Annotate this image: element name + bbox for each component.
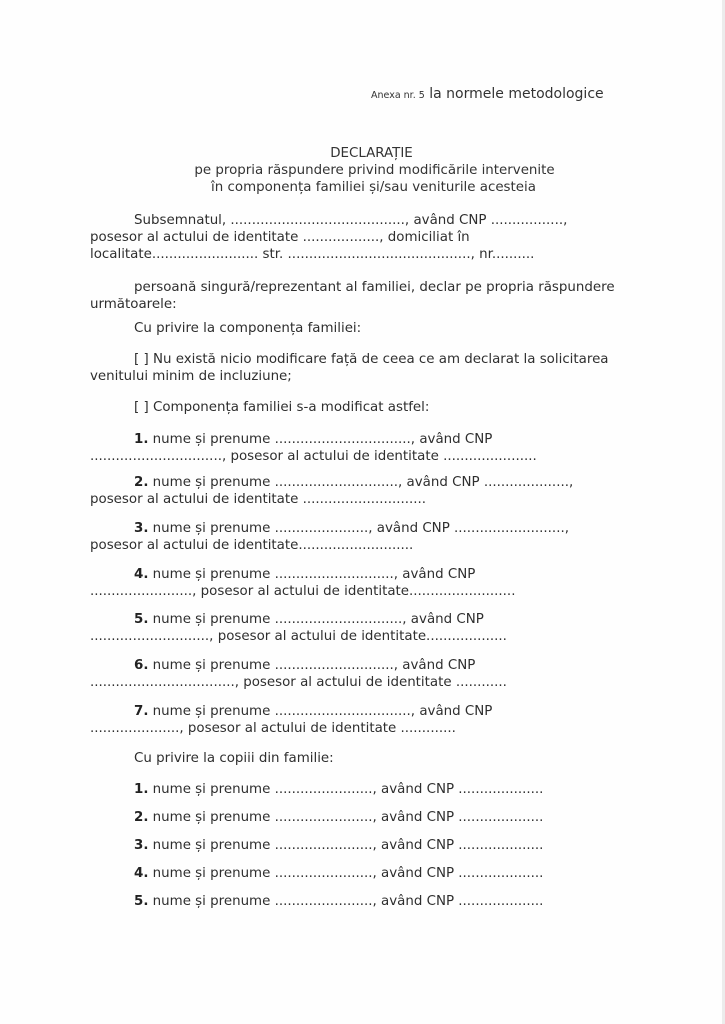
member-line-2: ....................., posesor al actului de identitate ............. [90, 721, 456, 736]
child-text: nume și prenume ......................., având CNP .................... [152, 782, 544, 797]
child-number: 3. [134, 838, 149, 853]
children-section-heading [90, 750, 650, 767]
family-member-2 [90, 474, 650, 508]
child-2 [90, 809, 650, 826]
member-number: 2. [134, 475, 149, 490]
annex-suffix: la normele metodologice [429, 86, 604, 102]
intro-block [90, 212, 650, 263]
family-member-6 [90, 657, 650, 691]
document-title [0, 145, 725, 196]
family-section-heading [90, 320, 650, 337]
child-text: nume și prenume ......................., având CNP .................... [152, 838, 544, 853]
option-no-change[interactable] [90, 351, 650, 385]
title-subtitle-line1: pe propria răspundere privind modificările intervenite [194, 163, 555, 178]
children-heading-text: Cu privire la copiii din familie: [134, 751, 334, 766]
child-1 [90, 781, 650, 798]
declaration-line-1: persoană singură/reprezentant al familiei, declar pe propria răspundere [134, 280, 615, 295]
member-line-2: ........................, posesor al actului de identitate......................... [90, 584, 516, 599]
child-text: nume și prenume ......................., având CNP .................... [152, 894, 544, 909]
member-line-2: ............................, posesor al actului de identitate................... [90, 629, 507, 644]
family-member-7 [90, 703, 650, 737]
family-member-3 [90, 520, 650, 554]
child-number: 1. [134, 782, 149, 797]
intro-line-3: localitate......................... str. ..........................................., nr.......... [90, 247, 535, 262]
declaration-line-2: următoarele: [90, 297, 177, 312]
family-member-4 [90, 566, 650, 600]
member-number: 7. [134, 704, 149, 719]
member-number: 1. [134, 432, 149, 447]
checkbox-no-change[interactable]: [ ] [134, 352, 149, 367]
member-line-1: nume și prenume .............................., având CNP [152, 612, 484, 627]
annex-number: Anexa nr. 5 [371, 90, 425, 101]
member-line-1: nume și prenume ............................, având CNP [152, 658, 476, 673]
member-number: 3. [134, 521, 149, 536]
member-line-1: nume și prenume ......................, având CNP .........................., [152, 521, 569, 536]
child-number: 2. [134, 810, 149, 825]
option-changed-text: Componența familiei s-a modificat astfel: [152, 400, 430, 415]
child-number: 4. [134, 866, 149, 881]
declaration-block [90, 279, 650, 313]
member-line-1: nume și prenume ................................, având CNP [152, 704, 493, 719]
option-no-change-text: Nu există nicio modificare față de ceea ce am declarat la solicitarea [152, 352, 609, 367]
annex-reference [371, 86, 604, 102]
option-changed[interactable] [90, 399, 650, 416]
title-heading: DECLARAȚIE [330, 146, 413, 161]
member-line-1: nume și prenume ............................., având CNP ...................., [152, 475, 574, 490]
member-line-2: posesor al actului de identitate........................... [90, 538, 414, 553]
child-text: nume și prenume ......................., având CNP .................... [152, 810, 544, 825]
child-5 [90, 893, 650, 910]
child-text: nume și prenume ......................., având CNP .................... [152, 866, 544, 881]
member-number: 5. [134, 612, 149, 627]
member-line-1: nume și prenume ............................, având CNP [152, 567, 476, 582]
checkbox-changed[interactable]: [ ] [134, 400, 149, 415]
family-heading-text: Cu privire la componența familiei: [134, 321, 362, 336]
family-member-1 [90, 431, 650, 465]
intro-line-1: Subsemnatul, ........................................., având CNP ................., [134, 213, 568, 228]
child-number: 5. [134, 894, 149, 909]
family-member-5 [90, 611, 650, 645]
member-number: 6. [134, 658, 149, 673]
intro-line-2: posesor al actului de identitate .................., domiciliat în [90, 230, 470, 245]
member-number: 4. [134, 567, 149, 582]
child-3 [90, 837, 650, 854]
title-subtitle-line2: în componența familiei și/sau veniturile acesteia [211, 180, 536, 195]
member-line-2: ..............................., posesor al actului de identitate ...................... [90, 449, 537, 464]
member-line-2: .................................., posesor al actului de identitate ............ [90, 675, 507, 690]
child-4 [90, 865, 650, 882]
member-line-2: posesor al actului de identitate ............................. [90, 492, 427, 507]
option-no-change-text-2: venitului minim de incluziune; [90, 369, 292, 384]
member-line-1: nume și prenume ................................, având CNP [152, 432, 493, 447]
